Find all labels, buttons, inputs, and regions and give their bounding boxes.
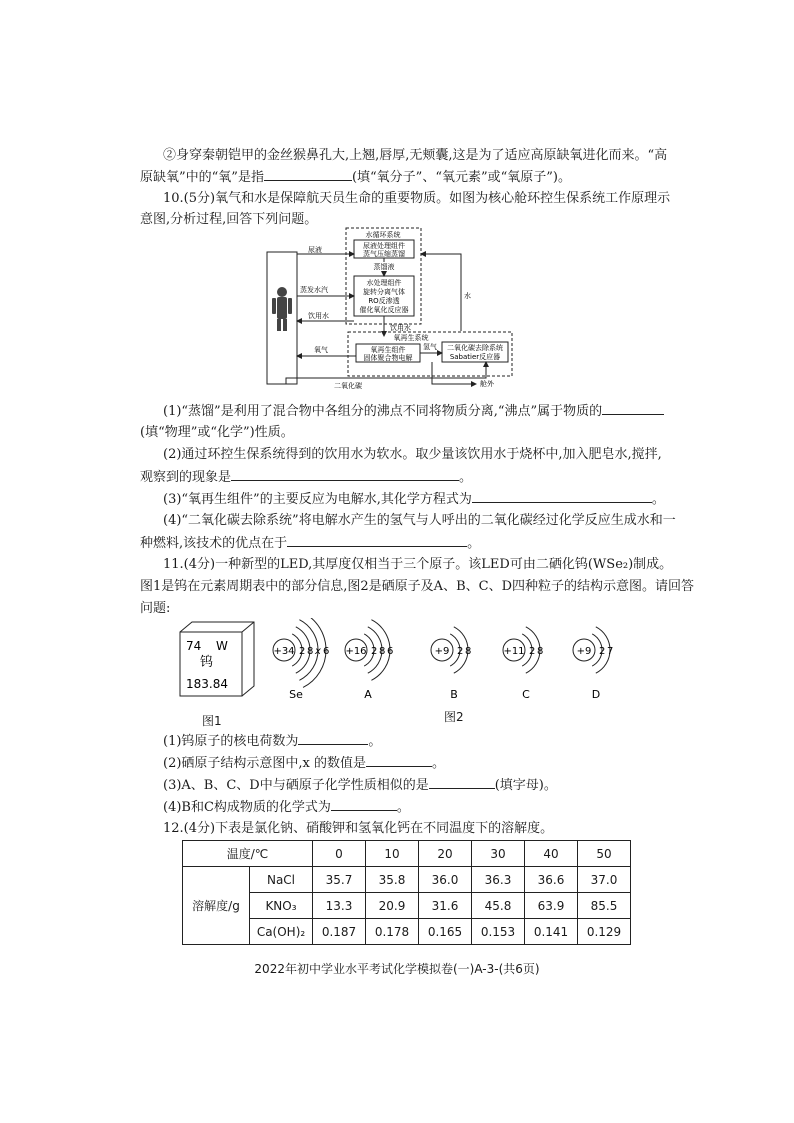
table-cell: 0.129 [578, 919, 631, 945]
electron-count: 8 [307, 646, 314, 657]
vapor-arrow-label: 蒸发水汽 [300, 286, 328, 294]
water-unit-label-4: 催化氧化反应器 [359, 306, 409, 314]
water-arrow-label: 水 [464, 292, 471, 300]
nucleus-charge: +11 [503, 646, 525, 657]
table-cell: 36.0 [419, 867, 472, 893]
atom-diagram-b [431, 627, 471, 701]
fig2-caption: 图2 [444, 710, 464, 724]
urine-arrow-label: 尿液 [308, 246, 322, 254]
electron-count: 8 [465, 646, 472, 657]
table-cell: 0.165 [419, 919, 472, 945]
fig1-caption: 图1 [202, 714, 222, 728]
nucleus-charge: +9 [576, 646, 592, 657]
hydrogen-arrow-label: 氢气 [423, 343, 437, 351]
atomic-mass: 183.84 [186, 677, 228, 691]
q11-sub3: (3)A、B、C、D中与硒原子化学性质相似的是 (填字母)。 [163, 778, 557, 793]
table-cell: 31.6 [419, 893, 472, 919]
answer-blank[interactable] [298, 732, 368, 745]
particle-label: D [591, 688, 601, 701]
temp-cell: 0 [313, 841, 366, 867]
temp-cell: 10 [366, 841, 419, 867]
water-unit-label-1: 水处理组件 [366, 279, 402, 287]
table-row [183, 919, 631, 945]
electron-count: 2 [457, 646, 464, 657]
atomic-number: 74 [186, 639, 202, 653]
urine-unit-label: 尿液处理组件 [363, 242, 405, 250]
atom-diagram-d [573, 627, 613, 701]
electron-count: 2 [529, 646, 536, 657]
water-unit-label-2: 旋转分离气体 [363, 288, 405, 296]
substance-name: KNO₃ [250, 893, 313, 919]
q10-intro-line1: 10.(5分)氧气和水是保障航天员生命的重要物质。如图为核心舱环控生保系统工作原理示 [163, 191, 671, 206]
q11-sub2: (2)硒原子结构示意图中,x 的数值是 。 [163, 756, 446, 771]
q9-line1: ②身穿秦朝铠甲的金丝猴鼻孔大,上翘,唇厚,无颊囊,这是为了适应高原缺氧进化而来。“高 [163, 148, 668, 163]
electron-count: 8 [537, 646, 544, 657]
table-cell: 20.9 [366, 893, 419, 919]
q11-sub4: (4)B和C构成物质的化学式为 。 [163, 800, 410, 815]
answer-blank[interactable] [429, 776, 495, 789]
table-cell: 0.153 [472, 919, 525, 945]
electron-count: 7 [607, 646, 614, 657]
answer-blank[interactable] [287, 534, 467, 547]
particle-label: A [364, 688, 372, 701]
co2-unit-label-1: 二氧化碳去除系统 [447, 344, 503, 352]
q11-intro-line2: 图1是钨在元素周期表中的部分信息,图2是硒原子及A、B、C、D四种粒子的结构示意图。请回答 [140, 579, 694, 594]
q12-intro: 12.(4分)下表是氯化钠、硝酸钾和氢氧化钙在不同温度下的溶解度。 [163, 821, 554, 836]
atom-diagram-se [273, 618, 329, 701]
solubility-table [182, 840, 631, 945]
q10-sub1-line2: (填“物理”或“化学”)性质。 [140, 425, 294, 440]
electron-count: 2 [299, 646, 306, 657]
answer-blank[interactable] [331, 798, 397, 811]
nucleus-charge: +9 [434, 646, 450, 657]
atom-diagram-c [503, 627, 543, 701]
life-support-diagram [266, 226, 546, 398]
element-symbol: W [216, 639, 228, 653]
table-cell: 37.0 [578, 867, 631, 893]
table-cell: 35.7 [313, 867, 366, 893]
distillate-label: 蒸馏液 [373, 263, 395, 271]
table-header-row [183, 841, 631, 867]
drinking-water-arrow-label: 饮用水 [308, 312, 329, 320]
q10-sub4-line1: (4)“二氧化碳去除系统”将电解水产生的氢气与人呼出的二氧化碳经过化学反应生成水和一 [163, 513, 676, 528]
temp-cell: 50 [578, 841, 631, 867]
nucleus-charge: +34 [273, 646, 295, 657]
q10-sub1-line1: (1)“蒸馏”是利用了混合物中各组分的沸点不同将物质分离,“沸点”属于物质的 [163, 402, 664, 421]
table-cell: 0.178 [366, 919, 419, 945]
q11-intro-line3: 问题: [140, 601, 171, 616]
q10-intro-line2: 意图,分析过程,回答下列问题。 [140, 212, 318, 227]
atom-diagram-a [345, 620, 393, 701]
temp-cell: 30 [472, 841, 525, 867]
particle-label: C [522, 688, 530, 701]
q10-sub3: (3)“氧再生组件”的主要反应为电解水,其化学方程式为 。 [163, 492, 665, 507]
page-footer: 2022年初中学业水平考试化学模拟卷(一)A-3-(共6页) [254, 962, 540, 976]
co2-unit-label-2: Sabatier反应器 [449, 353, 501, 361]
q10-sub2-line2: 观察到的现象是 。 [140, 470, 473, 485]
row-group-label: 溶解度/g [183, 867, 250, 945]
answer-blank[interactable] [602, 402, 664, 415]
table-row [183, 867, 631, 893]
electron-count: 8 [379, 646, 386, 657]
temp-cell: 40 [525, 841, 578, 867]
element-name: 钨 [200, 655, 214, 670]
answer-blank[interactable] [366, 754, 432, 767]
table-cell: 0.187 [313, 919, 366, 945]
table-cell: 45.8 [472, 893, 525, 919]
answer-blank[interactable] [231, 468, 459, 481]
q11-sub1: (1)钨原子的核电荷数为 。 [163, 734, 382, 749]
outside-label: 舱外 [480, 380, 494, 388]
electron-count: 6 [323, 646, 330, 657]
q11-intro-line1: 11.(4分)一种新型的LED,其厚度仅相当于三个原子。该LED可由二硒化钨(WSe₂)制成。 [163, 557, 673, 572]
particle-label: Se [289, 688, 303, 701]
substance-name: NaCl [250, 867, 313, 893]
table-cell: 36.3 [472, 867, 525, 893]
electron-count: 6 [387, 646, 394, 657]
answer-blank[interactable] [264, 168, 352, 181]
drinking-water-label-2: 饮用水 [390, 324, 411, 332]
table-cell: 0.141 [525, 919, 578, 945]
table-row [183, 893, 631, 919]
vapor-distill-label: 蒸气压缩蒸馏 [363, 250, 405, 258]
element-tile-figure [178, 620, 258, 702]
electron-count: 2 [599, 646, 606, 657]
answer-blank[interactable] [472, 490, 652, 503]
co2-arrow-label: 二氧化碳 [334, 382, 362, 390]
temp-header: 温度/℃ [183, 841, 313, 867]
astronaut-icon [272, 287, 292, 331]
oxygen-unit-label-2: 固体聚合物电解 [363, 354, 413, 362]
atom-structure-figure [266, 618, 626, 708]
oxygen-arrow-label: 氧气 [314, 346, 328, 354]
table-cell: 85.5 [578, 893, 631, 919]
oxygen-system-label: 氧再生系统 [393, 334, 429, 342]
water-unit-label-3: RO反渗透 [368, 297, 400, 305]
electron-count: x [315, 646, 321, 657]
nucleus-charge: +16 [345, 646, 367, 657]
oxygen-unit-label-1: 氧再生组件 [370, 346, 406, 354]
q10-sub2-line1: (2)通过环控生保系统得到的饮用水为软水。取少量该饮用水于烧杯中,加入肥皂水,搅拌, [163, 447, 662, 462]
table-cell: 36.6 [525, 867, 578, 893]
particle-label: B [450, 688, 458, 701]
temp-cell: 20 [419, 841, 472, 867]
substance-name: Ca(OH)₂ [250, 919, 313, 945]
electron-count: 2 [371, 646, 378, 657]
q10-sub4-line2: 种燃料,该技术的优点在于 。 [140, 536, 481, 551]
water-system-label: 水循环系统 [365, 231, 401, 239]
table-cell: 35.8 [366, 867, 419, 893]
table-cell: 13.3 [313, 893, 366, 919]
table-cell: 63.9 [525, 893, 578, 919]
q9-line2: 原缺氧”中的“氧”是指 (填“氧分子”、“氧元素”或“氧原子”)。 [140, 170, 571, 185]
